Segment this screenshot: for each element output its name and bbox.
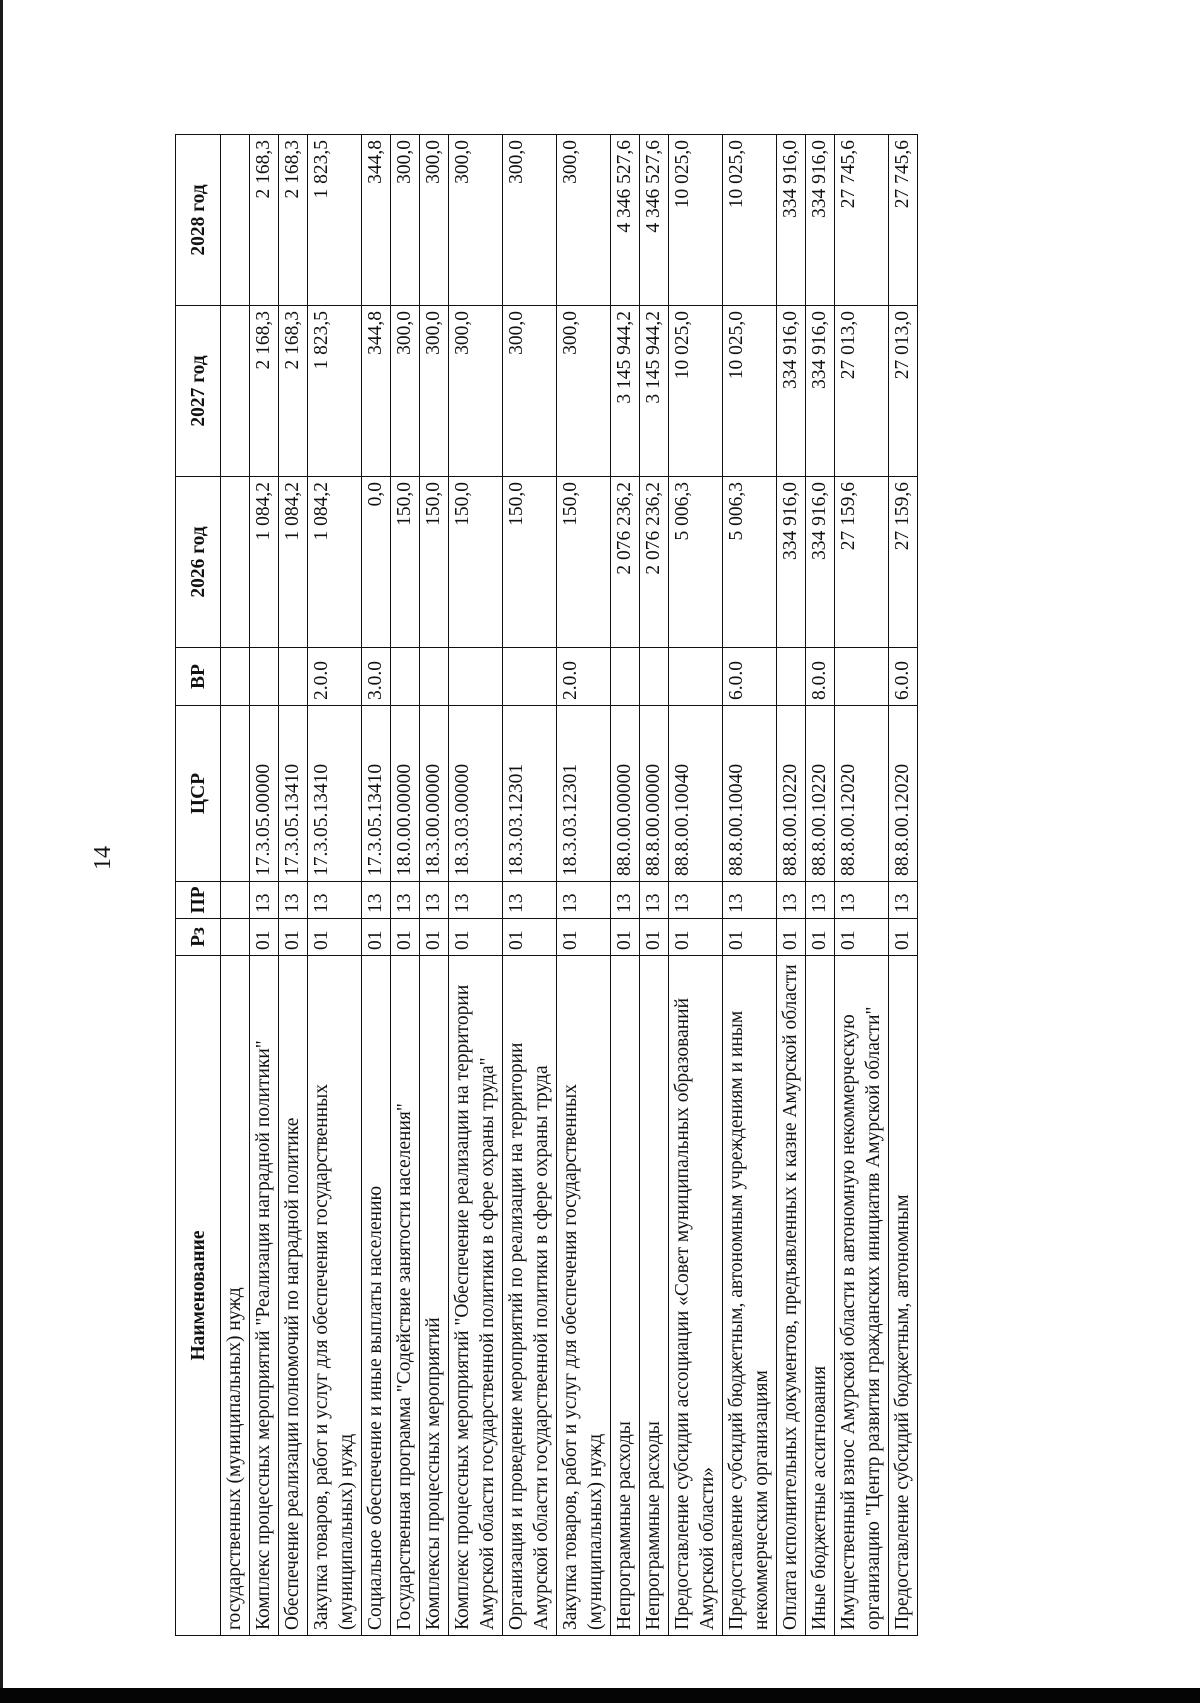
- cell-rz: 01: [362, 919, 391, 956]
- header-vr: ВР: [176, 648, 221, 706]
- cell-csr: 18.3.03.12301: [557, 706, 611, 882]
- scan-edge-bottom: [0, 1688, 1200, 1703]
- cell-pr: 13: [669, 882, 723, 919]
- cell-2027: 334 916,0: [777, 306, 806, 477]
- header-csr: ЦСР: [176, 706, 221, 882]
- cell-2027: 10 025,0: [723, 306, 777, 477]
- cell-2026: 2 076 236,2: [640, 477, 669, 648]
- cell-2027: 10 025,0: [669, 306, 723, 477]
- header-name: Наименование: [176, 956, 221, 1636]
- table-row: [250, 135, 279, 1636]
- cell-rz: 01: [503, 919, 557, 956]
- cell-csr: 17.3.05.00000: [250, 706, 279, 882]
- table-row: [611, 135, 640, 1636]
- cell-2026: 5 006,3: [669, 477, 723, 648]
- cell-name: Оплата исполнительных документов, предъявленных к казне Амурской области: [777, 956, 806, 1636]
- cell-2027: 300,0: [420, 306, 449, 477]
- cell-2028: 300,0: [420, 135, 449, 306]
- cell-2028: 2 168,3: [250, 135, 279, 306]
- cell-vr: [669, 648, 723, 706]
- cell-pr: 13: [391, 882, 420, 919]
- cell-pr: 13: [250, 882, 279, 919]
- header-2026: 2026 год: [176, 477, 221, 648]
- cell-pr: 13: [835, 882, 889, 919]
- cell-rz: 01: [250, 919, 279, 956]
- table-row: [449, 135, 503, 1636]
- cell-csr: 88.8.00.10040: [669, 706, 723, 882]
- cell-csr: 88.8.00.10040: [723, 706, 777, 882]
- cell-pr: 13: [420, 882, 449, 919]
- cell-2026: 150,0: [503, 477, 557, 648]
- scan-edge-left: [0, 0, 3, 1703]
- cell-csr: 88.8.00.10220: [806, 706, 835, 882]
- cell-name: Комплекс процессных мероприятий "Реализация наградной политики": [250, 956, 279, 1636]
- table-row: [777, 135, 806, 1636]
- cell-rz: 01: [806, 919, 835, 956]
- cell-rz: 01: [449, 919, 503, 956]
- cell-2028: 10 025,0: [669, 135, 723, 306]
- header-pr: ПР: [176, 882, 221, 919]
- cell-2026: 150,0: [557, 477, 611, 648]
- table-row: [723, 135, 777, 1636]
- budget-table-container: [175, 136, 1198, 1636]
- cell-rz: 01: [723, 919, 777, 956]
- cell-2027: 3 145 944,2: [611, 306, 640, 477]
- table-row: [557, 135, 611, 1636]
- cell-pr: 13: [640, 882, 669, 919]
- cell-name: Государственная программа "Содействие занятости населения": [391, 956, 420, 1636]
- cell-rz: 01: [777, 919, 806, 956]
- cell-vr: [221, 648, 250, 706]
- cell-csr: [221, 706, 250, 882]
- cell-vr: 6.0.0: [723, 648, 777, 706]
- cell-pr: 13: [362, 882, 391, 919]
- cell-vr: [449, 648, 503, 706]
- cell-rz: 01: [640, 919, 669, 956]
- cell-2028: 10 025,0: [723, 135, 777, 306]
- cell-pr: 13: [777, 882, 806, 919]
- cell-name: Обеспечение реализации полномочий по наградной политике: [279, 956, 308, 1636]
- cell-rz: [221, 919, 250, 956]
- cell-vr: 6.0.0: [889, 648, 918, 706]
- cell-2027: 2 168,3: [250, 306, 279, 477]
- cell-vr: [777, 648, 806, 706]
- header-2027: 2027 год: [176, 306, 221, 477]
- cell-pr: 13: [308, 882, 362, 919]
- cell-2028: 300,0: [503, 135, 557, 306]
- cell-2026: 1 084,2: [279, 477, 308, 648]
- cell-vr: [611, 648, 640, 706]
- cell-2028: 27 745,6: [889, 135, 918, 306]
- cell-name: Предоставление субсидий бюджетным, автономным: [889, 956, 918, 1636]
- cell-vr: 2.0.0: [308, 648, 362, 706]
- cell-2028: 300,0: [557, 135, 611, 306]
- cell-csr: 18.3.03.00000: [449, 706, 503, 882]
- cell-vr: 3.0.0: [362, 648, 391, 706]
- cell-pr: 13: [889, 882, 918, 919]
- cell-name: Закупка товаров, работ и услуг для обеспечения государственных (муниципальных) нужд: [308, 956, 362, 1636]
- table-header: [176, 135, 221, 1636]
- cell-2026: 334 916,0: [777, 477, 806, 648]
- cell-2028: 1 823,5: [308, 135, 362, 306]
- cell-2027: 344,8: [362, 306, 391, 477]
- cell-vr: [250, 648, 279, 706]
- table-row: [221, 135, 250, 1636]
- table-row: [279, 135, 308, 1636]
- cell-name: Предоставление субсидии ассоциации «Совет муниципальных образований Амурской области»: [669, 956, 723, 1636]
- cell-csr: 88.8.00.12020: [835, 706, 889, 882]
- cell-2027: 300,0: [503, 306, 557, 477]
- cell-2028: 2 168,3: [279, 135, 308, 306]
- cell-vr: [279, 648, 308, 706]
- budget-table: [175, 134, 918, 1636]
- cell-2026: 150,0: [420, 477, 449, 648]
- cell-csr: 17.3.05.13410: [279, 706, 308, 882]
- cell-csr: 17.3.05.13410: [362, 706, 391, 882]
- cell-pr: 13: [279, 882, 308, 919]
- cell-name: Организация и проведение мероприятий по реализации на территории Амурской области государственной политики в сфере охраны труда: [503, 956, 557, 1636]
- cell-name: Предоставление субсидий бюджетным, автономным учреждениям и иным некоммерческим организациям: [723, 956, 777, 1636]
- table-row: [669, 135, 723, 1636]
- table-row: [640, 135, 669, 1636]
- cell-name: Комплекс процессных мероприятий "Обеспечение реализации на территории Амурской области государственной политики в сфере охраны труда": [449, 956, 503, 1636]
- cell-rz: 01: [420, 919, 449, 956]
- cell-pr: 13: [723, 882, 777, 919]
- cell-pr: 13: [503, 882, 557, 919]
- cell-vr: [640, 648, 669, 706]
- table-row: [420, 135, 449, 1636]
- cell-2026: 1 084,2: [308, 477, 362, 648]
- cell-name: Иные бюджетные ассигнования: [806, 956, 835, 1636]
- table-row: [806, 135, 835, 1636]
- cell-pr: 13: [611, 882, 640, 919]
- cell-name: Закупка товаров, работ и услуг для обеспечения государственных (муниципальных) нужд: [557, 956, 611, 1636]
- cell-2027: 1 823,5: [308, 306, 362, 477]
- table-row: [308, 135, 362, 1636]
- cell-2026: 27 159,6: [889, 477, 918, 648]
- cell-vr: [420, 648, 449, 706]
- cell-name: государственных (муниципальных) нужд: [221, 956, 250, 1636]
- cell-2026: 5 006,3: [723, 477, 777, 648]
- cell-2026: 334 916,0: [806, 477, 835, 648]
- cell-2027: 300,0: [391, 306, 420, 477]
- cell-2028: 300,0: [449, 135, 503, 306]
- cell-vr: [503, 648, 557, 706]
- cell-csr: 17.3.05.13410: [308, 706, 362, 882]
- cell-csr: 88.8.00.10220: [777, 706, 806, 882]
- cell-name: Комплексы процессных мероприятий: [420, 956, 449, 1636]
- cell-vr: 8.0.0: [806, 648, 835, 706]
- cell-name: Непрограммные расходы: [640, 956, 669, 1636]
- cell-2028: 4 346 527,6: [611, 135, 640, 306]
- cell-2028: 334 916,0: [777, 135, 806, 306]
- table-row: [503, 135, 557, 1636]
- cell-2027: 2 168,3: [279, 306, 308, 477]
- cell-2026: 2 076 236,2: [611, 477, 640, 648]
- cell-2026: 0,0: [362, 477, 391, 648]
- cell-csr: 18.3.03.12301: [503, 706, 557, 882]
- cell-rz: 01: [308, 919, 362, 956]
- cell-2027: 3 145 944,2: [640, 306, 669, 477]
- cell-2027: 334 916,0: [806, 306, 835, 477]
- cell-pr: 13: [806, 882, 835, 919]
- cell-csr: 18.3.00.00000: [420, 706, 449, 882]
- cell-rz: 01: [611, 919, 640, 956]
- cell-2027: 300,0: [449, 306, 503, 477]
- cell-rz: 01: [279, 919, 308, 956]
- cell-2026: 27 159,6: [835, 477, 889, 648]
- cell-pr: [221, 882, 250, 919]
- cell-rz: 01: [669, 919, 723, 956]
- cell-2028: 4 346 527,6: [640, 135, 669, 306]
- cell-2026: 1 084,2: [250, 477, 279, 648]
- cell-2028: 334 916,0: [806, 135, 835, 306]
- cell-name: Имущественный взнос Амурской области в автономную некоммерческую организацию "Центр развития гражданских инициатив Амурской области": [835, 956, 889, 1636]
- table-row: [835, 135, 889, 1636]
- table-row: [362, 135, 391, 1636]
- table-row: [391, 135, 420, 1636]
- cell-2026: [221, 477, 250, 648]
- cell-vr: 2.0.0: [557, 648, 611, 706]
- cell-rz: 01: [391, 919, 420, 956]
- header-2028: 2028 год: [176, 135, 221, 306]
- cell-vr: [391, 648, 420, 706]
- cell-vr: [835, 648, 889, 706]
- cell-rz: 01: [835, 919, 889, 956]
- cell-2026: 150,0: [391, 477, 420, 648]
- cell-2028: 300,0: [391, 135, 420, 306]
- cell-csr: 18.0.00.00000: [391, 706, 420, 882]
- cell-pr: 13: [449, 882, 503, 919]
- cell-csr: 88.8.00.12020: [889, 706, 918, 882]
- cell-2027: 27 013,0: [889, 306, 918, 477]
- cell-rz: 01: [889, 919, 918, 956]
- cell-csr: 88.0.00.00000: [611, 706, 640, 882]
- cell-2026: 150,0: [449, 477, 503, 648]
- cell-csr: 88.8.00.00000: [640, 706, 669, 882]
- cell-name: Непрограммные расходы: [611, 956, 640, 1636]
- cell-2028: 27 745,6: [835, 135, 889, 306]
- page-number: 14: [90, 846, 116, 870]
- cell-pr: 13: [557, 882, 611, 919]
- cell-2028: 344,8: [362, 135, 391, 306]
- table-row: [889, 135, 918, 1636]
- table-body: [221, 135, 918, 1636]
- cell-2028: [221, 135, 250, 306]
- header-row: [176, 135, 221, 1636]
- header-rz: Рз: [176, 919, 221, 956]
- cell-name: Социальное обеспечение и иные выплаты населению: [362, 956, 391, 1636]
- cell-2027: 27 013,0: [835, 306, 889, 477]
- cell-2027: [221, 306, 250, 477]
- cell-rz: 01: [557, 919, 611, 956]
- cell-2027: 300,0: [557, 306, 611, 477]
